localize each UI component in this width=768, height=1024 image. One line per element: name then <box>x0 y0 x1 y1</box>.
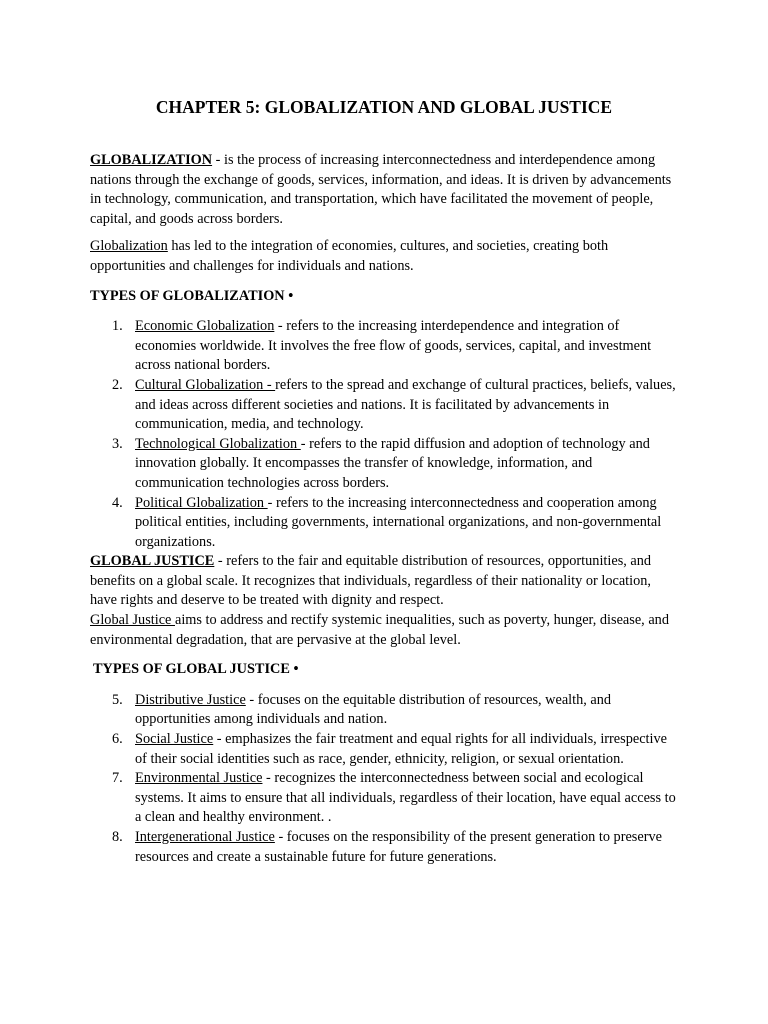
list-item-term: Cultural Globalization - <box>135 376 276 393</box>
types-justice-heading: TYPES OF GLOBAL JUSTICE • <box>93 661 299 678</box>
list-item-text: - refers to the increasing interconnectedness and cooperation among political entities, including governments, international organizations, and non-governmental organizations. <box>135 494 662 550</box>
list-item-text: - refers to the increasing interdependence and integration of economies worldwide. It involves the free flow of goods, services, capital, and investment across national borders. <box>135 318 652 374</box>
list-item-number: 6. <box>112 731 123 748</box>
types-justice-list <box>90 691 680 867</box>
list-item <box>90 769 680 828</box>
list-item-term: Environmental Justice <box>135 770 263 787</box>
list-item-text: - focuses on the responsibility of the present generation to preserve resources and create a sustainable future for future generations. <box>135 829 662 865</box>
list-item <box>90 730 680 769</box>
list-item-term: Political Globalization <box>135 494 268 511</box>
global-justice-paragraph-2-text: aims to address and rectify systemic inequalities, such as poverty, hunger, disease, and environmental degradation, that are pervasive at the global level. <box>90 612 669 648</box>
list-item-term: Economic Globalization <box>135 318 275 335</box>
types-globalization-heading: TYPES OF GLOBALIZATION • <box>90 287 294 304</box>
list-item-term: Intergenerational Justice <box>135 829 275 845</box>
list-item-text: - refers to the rapid diffusion and adoption of technology and innovation globally. It encompasses the transfer of knowledge, information, and communication technologies across borders. <box>135 435 650 491</box>
global-justice-term: GLOBAL JUSTICE <box>90 553 215 570</box>
list-item-text: - recognizes the interconnectedness between social and ecological systems. It aims to ensure that all individuals, regardless of their location, have equal access to a clean and healthy environment. . <box>135 770 676 826</box>
document-body <box>90 151 680 867</box>
global-justice-definition-text: - refers to the fair and equitable distribution of resources, opportunities, and benefits on a global scale. It recognizes that individuals, regardless of their nationality or location, have rights and deserve to be treated with dignity and respect. <box>90 553 652 609</box>
page-title: CHAPTER 5: GLOBALIZATION AND GLOBAL JUSTICE <box>155 97 613 117</box>
global-justice-definition <box>90 552 680 611</box>
globalization-definition <box>90 151 680 229</box>
list-item-number: 4. <box>112 494 123 511</box>
globalization-paragraph-2-text: has led to the integration of economies, cultures, and societies, creating both opportunities and challenges for individuals and nations. <box>90 238 609 274</box>
global-justice-term-2: Global Justice <box>90 612 175 629</box>
types-globalization-list <box>90 317 680 552</box>
list-item <box>90 317 680 376</box>
list-item-number: 7. <box>112 770 123 787</box>
list-item <box>90 828 680 867</box>
list-item-term: Social Justice <box>135 731 214 748</box>
global-justice-paragraph-2 <box>90 611 680 650</box>
list-item-text: - focuses on the equitable distribution of resources, wealth, and opportunities among individuals and nation. <box>135 691 612 728</box>
globalization-term: GLOBALIZATION <box>90 152 213 168</box>
list-item-number: 3. <box>112 435 123 452</box>
globalization-paragraph-2 <box>90 237 680 276</box>
list-item <box>90 494 680 553</box>
list-item <box>90 691 680 730</box>
list-item-text: - emphasizes the fair treatment and equal rights for all individuals, irrespective of their social identities such as race, gender, ethnicity, religion, or sexual orientation. <box>135 731 667 767</box>
list-item-number: 2. <box>112 376 123 393</box>
globalization-term-2: Globalization <box>90 238 168 255</box>
list-item-text: refers to the spread and exchange of cultural practices, beliefs, values, and ideas across different societies and nations. It is facilitated by advancements in communication, media, and technology. <box>135 376 676 433</box>
list-item-number: 5. <box>112 691 123 708</box>
list-item-term: Distributive Justice <box>135 691 246 708</box>
list-item <box>90 435 680 494</box>
list-item-term: Technological Globalization <box>135 435 301 452</box>
list-item-number: 8. <box>112 829 123 845</box>
list-item <box>90 376 680 435</box>
list-item-number: 1. <box>112 318 123 335</box>
globalization-definition-text: - is the process of increasing interconnectedness and interdependence among nations through the exchange of goods, services, information, and ideas. It is driven by advancements in technology, communication, and transportation, which have facilitated the movement of people, capital, and goods across borders. <box>90 152 672 227</box>
